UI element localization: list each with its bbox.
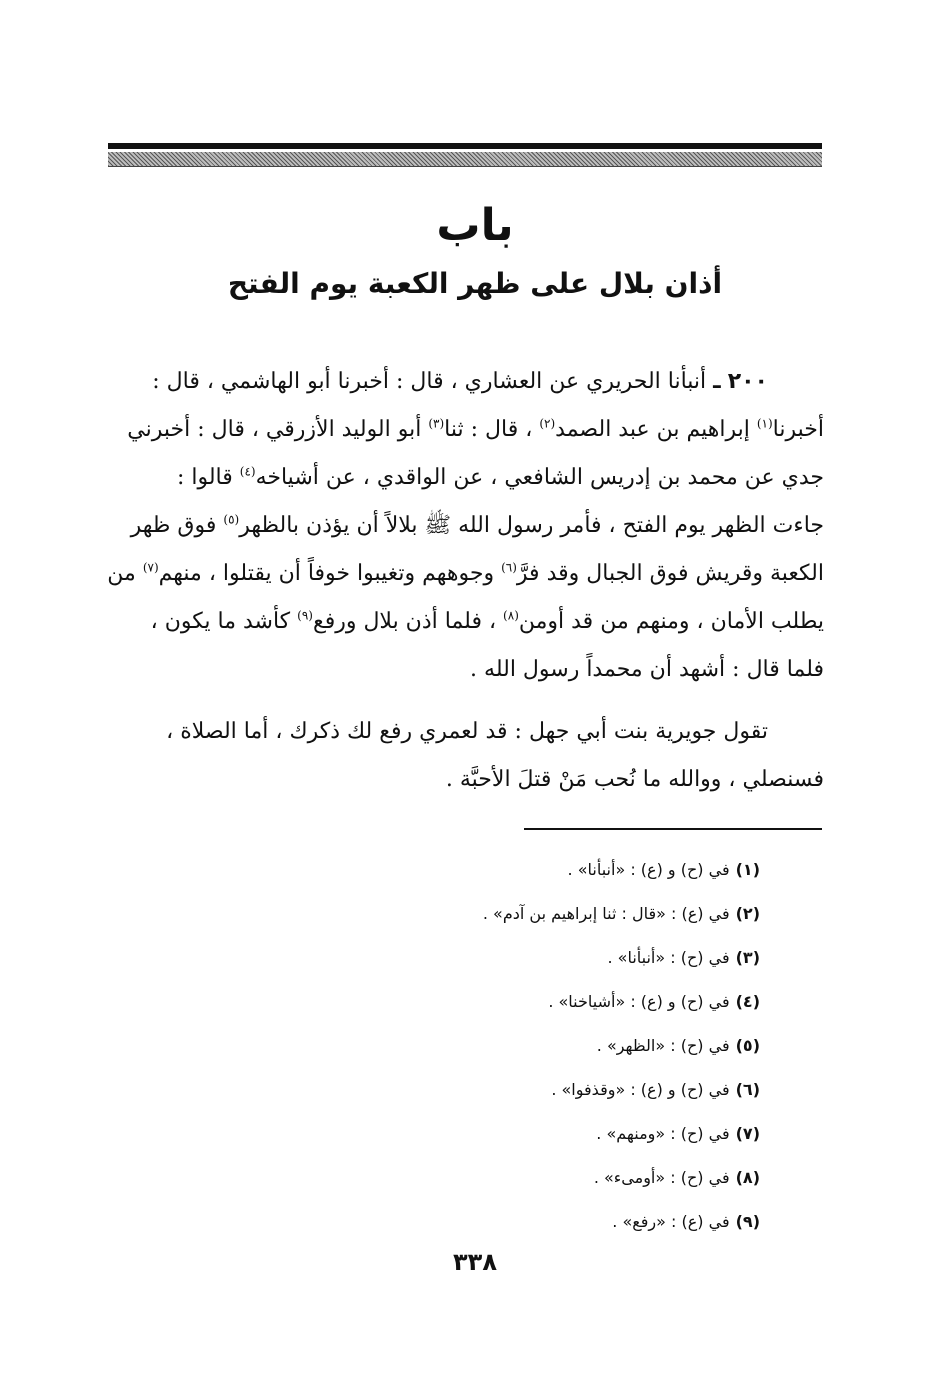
footnote-text: في (ح) : «ومنهم» . — [596, 1124, 730, 1143]
footnote-reference[interactable]: (١) — [756, 416, 773, 431]
footnote-number: (٦) — [735, 1080, 760, 1099]
footnote-reference[interactable]: (٥) — [223, 512, 240, 527]
page-number: ٣٣٨ — [453, 1248, 497, 1276]
hadith-line-text: فلما قال : أشهد أن محمداً رسول الله . — [470, 657, 824, 682]
footnote-item — [330, 938, 760, 982]
footnote-text: في (ح) و (ع) : «وقذفوا» . — [551, 1080, 730, 1099]
hadith-line — [110, 358, 824, 406]
hadith-line — [110, 406, 824, 454]
footnote-reference[interactable]: (٤) — [239, 464, 256, 479]
footnote-reference[interactable]: (٧) — [142, 560, 159, 575]
hadith-line — [110, 646, 824, 694]
hadith-line-text: وجوههم وتغيبوا خوفاً أن يقتلوا ، منهم — [158, 561, 502, 586]
footnote-text: في (ح) و (ع) : «أشياخنا» . — [548, 992, 730, 1011]
hadith-line-text: أنبأنا الحريري عن العشاري ، قال : أخبرنا أبو الهاشمي ، قال : — [152, 369, 707, 394]
footnote-number: (٢) — [735, 904, 760, 923]
footnote-number: (٧) — [735, 1124, 760, 1143]
hadith-dash: ـ — [713, 369, 721, 394]
chapter-title: أذان بلال على ظهر الكعبة يوم الفتح — [227, 267, 723, 300]
chapter-heading: باب — [436, 200, 514, 251]
header-rule — [108, 143, 822, 167]
footnote-item — [330, 1026, 760, 1070]
footnote-number: (٣) — [735, 948, 760, 967]
footnote-reference[interactable]: (٩) — [297, 608, 313, 623]
footnote-text: في (ح) : «الظهر» . — [596, 1036, 730, 1055]
hadith-line-text: يطلب الأمان ، ومنهم من قد أومن — [518, 609, 824, 634]
footnote-number: (٥) — [735, 1036, 760, 1055]
footnote-text: في (ح) : «أنبأنا» . — [607, 948, 730, 967]
footnote-text: في (ح) : «أومىء» . — [593, 1168, 730, 1187]
hadith-line-text: قالوا : — [176, 465, 240, 490]
hadith-line-text: أخبرنا — [772, 417, 824, 442]
poem-paragraph — [110, 708, 824, 804]
footnotes-list — [330, 850, 760, 1246]
hadith-line-text: جدي عن محمد بن إدريس الشافعي ، عن الواقدي ، عن أشياخه — [255, 465, 824, 490]
footnote-item — [330, 850, 760, 894]
paragraph-line: فسنصلي ، ووالله ما نُحب مَنْ قتلَ الأحبَّة . — [445, 767, 824, 792]
footnote-item — [330, 1114, 760, 1158]
header-rule-hatched-band — [108, 152, 822, 167]
footnote-number: (٨) — [735, 1168, 760, 1187]
hadith-number: ٢٠٠ — [727, 369, 768, 394]
footnote-text: في (ح) و (ع) : «أنبأنا» . — [567, 860, 730, 879]
footnote-item — [330, 982, 760, 1026]
footnote-item — [330, 1158, 760, 1202]
hadith-line-text: ، فلما أذن بلال ورفع — [312, 609, 504, 634]
hadith-line-text: أبو الوليد الأزرقي ، قال : أخبرني — [127, 417, 429, 442]
hadith-line — [110, 502, 824, 550]
hadith-line — [107, 550, 824, 598]
hadith-line-text: الكعبة وقريش فوق الجبال وقد فرَّ — [516, 561, 824, 586]
footnote-text: في (ع) : «رفع» . — [612, 1212, 730, 1231]
hadith-line-text: ، قال : ثنا — [444, 417, 540, 442]
hadith-line — [110, 454, 824, 502]
hadith-line — [110, 598, 824, 646]
footnote-reference[interactable]: (٣) — [428, 416, 445, 431]
footnote-number: (١) — [735, 860, 760, 879]
paragraph-line: تقول جويرية بنت أبي جهل : قد لعمري رفع لك ذكرك ، أما الصلاة ، — [166, 719, 768, 744]
footnote-reference[interactable]: (٨) — [503, 608, 519, 623]
hadith-line-text: كأشد ما يكون ، — [150, 609, 298, 634]
footnote-text: في (ع) : «قال : ثنا إبراهيم بن آدم» . — [482, 904, 730, 923]
hadith-line-text: فوق ظهر — [130, 513, 224, 538]
footnote-number: (٩) — [735, 1212, 760, 1231]
footnote-number: (٤) — [735, 992, 760, 1011]
hadith-line-text: جاءت الظهر يوم الفتح ، فأمر رسول الله ﷺ بلالاً أن يؤذن بالظهر — [239, 513, 824, 538]
footnote-reference[interactable]: (٢) — [539, 416, 556, 431]
footnote-separator — [524, 828, 822, 830]
footnote-item — [330, 1202, 760, 1246]
hadith-paragraph — [107, 358, 824, 694]
hadith-line-text: من — [107, 561, 143, 586]
footnote-reference[interactable]: (٦) — [501, 560, 517, 575]
footnote-item — [330, 894, 760, 938]
hadith-line-text: إبراهيم بن عبد الصمد — [555, 417, 757, 442]
footnote-item — [330, 1070, 760, 1114]
